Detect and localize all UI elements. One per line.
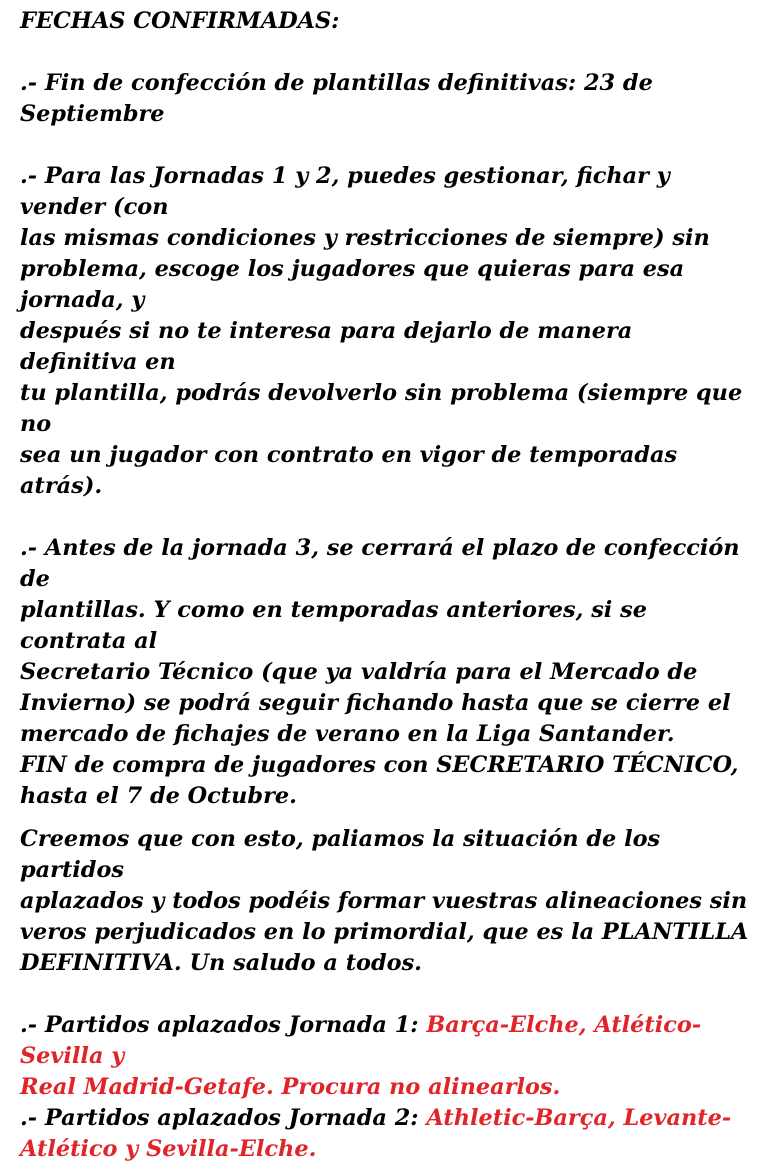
text-line: Invierno) se podrá seguir fichando hasta que se cierre el xyxy=(20,690,731,716)
spacer xyxy=(20,812,755,824)
postponed-matches-highlight: Atlético y Sevilla-Elche. xyxy=(20,1136,317,1162)
heading-fechas-confirmadas: FECHAS CONFIRMADAS: xyxy=(20,8,340,34)
text-line: tu plantilla, podrás devolverlo sin problema (siempre que no xyxy=(20,380,743,437)
text-line: aplazados y todos podéis formar vuestras alineaciones sin xyxy=(20,888,748,914)
text-line: DEFINITIVA. Un saludo a todos. xyxy=(20,950,422,976)
postponed-label: .- Partidos aplazados Jornada 1: xyxy=(20,1012,419,1038)
text-line: problema, escoge los jugadores que quieras para esa jornada, y xyxy=(20,256,685,313)
announcement-document xyxy=(20,6,755,1165)
text-line: .- Antes de la jornada 3, se cerrará el plazo de confección de xyxy=(20,535,740,592)
text-line: FIN de compra de jugadores con SECRETARIO TÉCNICO, xyxy=(20,752,739,778)
postponed-jornada-1 xyxy=(20,1010,755,1072)
postponed-matches-highlight: Athletic-Barça, Levante- xyxy=(426,1105,732,1131)
text-line: Secretario Técnico (que ya valdría para el Mercado de xyxy=(20,659,698,685)
spacer xyxy=(20,979,755,1010)
postponed-matches xyxy=(20,1010,755,1165)
text-line: Creemos que con esto, paliamos la situación de los partidos xyxy=(20,826,661,883)
text-line: las mismas condiciones y restricciones de siempre) sin xyxy=(20,225,710,251)
paragraph-creemos xyxy=(20,824,755,979)
item-fin-confeccion: .- Fin de confección de plantillas definitivas: 23 de Septiembre xyxy=(20,70,653,127)
paragraph-jornadas-1-2 xyxy=(20,161,755,502)
spacer xyxy=(20,502,755,533)
spacer xyxy=(20,130,755,161)
text-line: plantillas. Y como en temporadas anteriores, si se contrata al xyxy=(20,597,647,654)
text-line: hasta el 7 de Octubre. xyxy=(20,783,297,809)
postponed-label: .- Partidos aplazados Jornada 2: xyxy=(20,1105,419,1131)
text-line: veros perjudicados en lo primordial, que es la PLANTILLA xyxy=(20,919,749,945)
spacer xyxy=(20,37,755,68)
text-line: sea un jugador con contrato en vigor de temporadas atrás). xyxy=(20,442,678,499)
text-line: mercado de fichajes de verano en la Liga Santander. xyxy=(20,721,675,747)
text-line: después si no te interesa para dejarlo de manera definitiva en xyxy=(20,318,633,375)
text-line: .- Para las Jornadas 1 y 2, puedes gestionar, fichar y vender (con xyxy=(20,163,670,220)
paragraph-jornada-3 xyxy=(20,533,755,812)
postponed-matches-highlight: Real Madrid-Getafe. Procura no alinearlos. xyxy=(20,1074,561,1100)
postponed-jornada-2 xyxy=(20,1103,755,1134)
postponed-matches-highlight: Barça-Elche, Atlético-Sevilla y xyxy=(20,1012,702,1069)
